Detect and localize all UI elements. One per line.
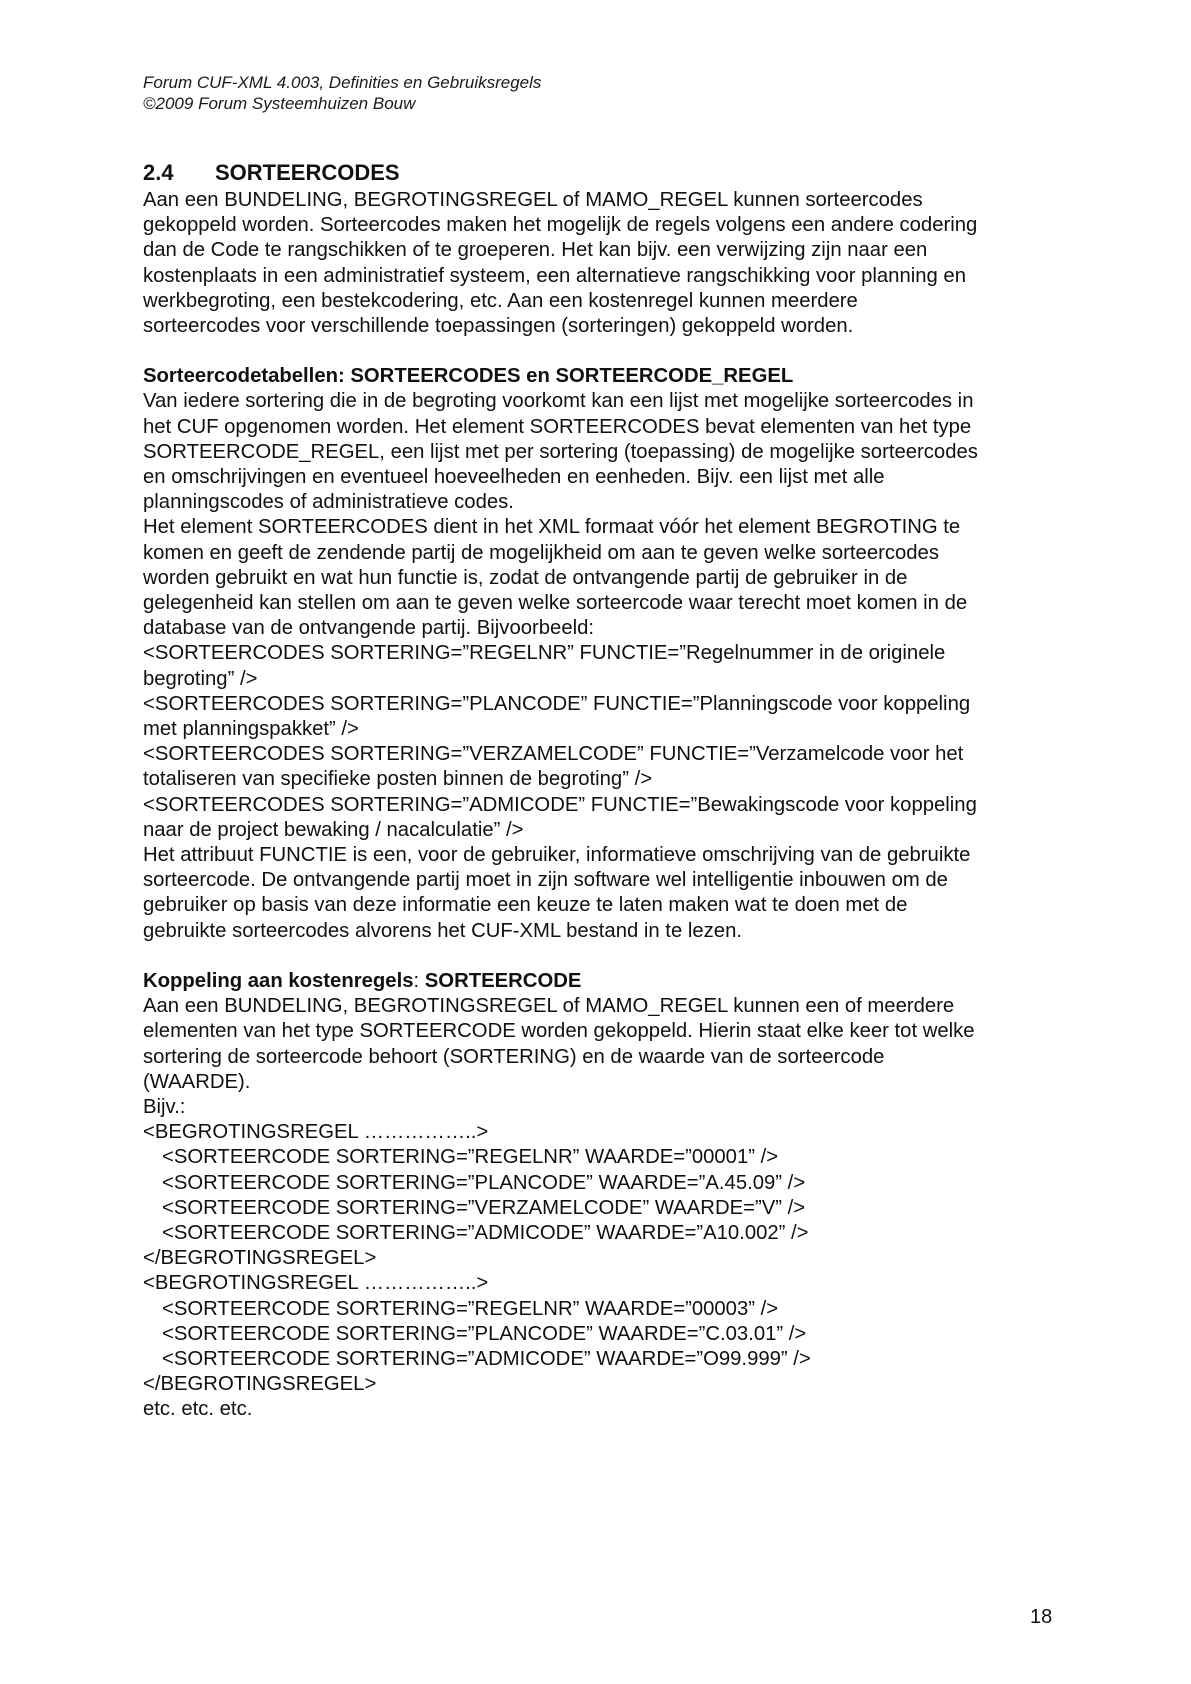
text-line: sortering de sorteercode behoort (SORTERING) en de waarde van de sorteercode (143, 1045, 885, 1068)
xml-example-line: <SORTEERCODE SORTERING=”ADMICODE” WAARDE=”A10.002” /> (162, 1221, 809, 1244)
text-line: Het element SORTEERCODES dient in het XML formaat vóór het element BEGROTING te (143, 516, 961, 539)
text-line: dan de Code te rangschikken of te groeperen. Het kan bijv. een verwijzing zijn naar een (143, 239, 928, 262)
xml-example-line: <SORTEERCODE SORTERING=”VERZAMELCODE” WAARDE=”V” /> (162, 1196, 806, 1219)
text-line: werkbegroting, een bestekcodering, etc. Aan een kostenregel kunnen meerdere (143, 289, 858, 312)
text-line: (WAARDE). (143, 1070, 251, 1093)
header-title: Forum CUF-XML 4.003, Definities en Gebruiksregels (143, 73, 542, 92)
xml-example-line: <SORTEERCODE SORTERING=”PLANCODE” WAARDE=”C.03.01” /> (162, 1322, 807, 1345)
paragraph-gap (143, 339, 1073, 364)
text-line: Van iedere sortering die in de begroting voorkomt kan een lijst met mogelijke sorteercodes in (143, 390, 974, 413)
subheading-code: SORTEERCODE (424, 969, 582, 992)
xml-example-line: <SORTEERCODES SORTERING=”REGELNR” FUNCTIE=”Regelnummer in de originele (143, 642, 946, 665)
text-line: sorteercode. De ontvangende partij moet in zijn software wel intelligentie inbouwen om de (143, 869, 948, 892)
xml-example-line: met planningspakket” /> (143, 718, 359, 741)
subheading-label: Koppeling aan kostenregels (143, 969, 414, 992)
text-line: gekoppeld worden. Sorteercodes maken het mogelijk de regels volgens een andere codering (143, 214, 978, 237)
text-line: elementen van het type SORTEERCODE worden gekoppeld. Hierin staat elke keer tot welke (143, 1020, 975, 1043)
xml-example-line: <BEGROTINGSREGEL ……………..> (143, 1121, 489, 1144)
xml-example-line: <SORTEERCODE SORTERING=”PLANCODE” WAARDE=”A.45.09” /> (162, 1171, 806, 1194)
text-line: gebruiker op basis van deze informatie een keuze te laten maken wat te doen met de (143, 894, 908, 917)
text-line: sorteercodes voor verschillende toepassingen (sorteringen) gekoppeld worden. (143, 315, 854, 338)
xml-example-line: <SORTEERCODES SORTERING=”VERZAMELCODE” FUNCTIE=”Verzamelcode voor het (143, 743, 964, 766)
section-title: SORTEERCODES (215, 160, 400, 185)
text-line: komen en geeft de zendende partij de mogelijkheid om aan te geven welke sorteercodes (143, 541, 939, 564)
text-line: planningscodes of administratieve codes. (143, 491, 514, 514)
text-line: Aan een BUNDELING, BEGROTINGSREGEL of MAMO_REGEL kunnen een of meerdere (143, 995, 955, 1018)
text-line: SORTEERCODE_REGEL, een lijst met per sortering (toepassing) de mogelijke sorteercodes (143, 440, 978, 463)
text-line: Aan een BUNDELING, BEGROTINGSREGEL of MAMO_REGEL kunnen sorteercodes (143, 189, 923, 211)
section-number: 2.4 (143, 160, 174, 185)
xml-example-line: begroting” /> (143, 667, 258, 690)
xml-example-line: <BEGROTINGSREGEL ……………..> (143, 1272, 489, 1295)
subheading-separator: : (413, 969, 425, 992)
running-header (143, 72, 541, 114)
xml-example-line: <SORTEERCODE SORTERING=”REGELNR” WAARDE=”00001” /> (162, 1146, 779, 1169)
text-line: etc. etc. etc. (143, 1398, 253, 1421)
subheading-sorteercodetabellen: Sorteercodetabellen: SORTEERCODES en SORTEERCODE_REGEL (143, 365, 794, 388)
text-line: het CUF opgenomen worden. Het element SORTEERCODES bevat elementen van het type (143, 415, 972, 438)
xml-example-block (143, 1120, 1073, 1422)
sorteercodetabellen-body (143, 389, 1073, 943)
text-line: Het attribuut FUNCTIE is een, voor de gebruiker, informatieve omschrijving van de gebruikte (143, 844, 971, 867)
koppeling-body (143, 994, 1073, 1120)
page-content (143, 158, 1073, 1423)
xml-example-line: <SORTEERCODE SORTERING=”REGELNR” WAARDE=”00003” /> (162, 1297, 779, 1320)
xml-example-line: <SORTEERCODES SORTERING=”PLANCODE” FUNCTIE=”Planningscode voor koppeling (143, 692, 971, 715)
page-number: 18 (1030, 1606, 1053, 1628)
text-line: database van de ontvangende partij. Bijvoorbeeld: (143, 617, 595, 640)
subheading-koppeling (143, 969, 1073, 994)
header-copyright: ©2009 Forum Systeemhuizen Bouw (143, 94, 416, 113)
text-line: worden gebruikt en wat hun functie is, zodat de ontvangende partij de gebruiker in de (143, 566, 908, 589)
section-heading (143, 158, 1073, 188)
xml-example-line: </BEGROTINGSREGEL> (143, 1373, 377, 1396)
paragraph-gap (143, 944, 1073, 969)
text-line: en omschrijvingen en eventueel hoeveelheden en eenheden. Bijv. een lijst met alle (143, 466, 885, 489)
xml-example-line: naar de project bewaking / nacalculatie” /> (143, 818, 524, 841)
text-line: kostenplaats in een administratief systeem, een alternatieve rangschikking voor planning en (143, 264, 966, 287)
xml-example-line: <SORTEERCODE SORTERING=”ADMICODE” WAARDE=”O99.999” /> (162, 1347, 811, 1370)
text-line: gebruikte sorteercodes alvorens het CUF-XML bestand in te lezen. (143, 919, 742, 942)
intro-paragraph (143, 188, 1073, 339)
text-line: Bijv.: (143, 1095, 186, 1118)
xml-example-line: <SORTEERCODES SORTERING=”ADMICODE” FUNCTIE=”Bewakingscode voor koppeling (143, 793, 977, 816)
xml-example-line: </BEGROTINGSREGEL> (143, 1247, 377, 1270)
text-line: gelegenheid kan stellen om aan te geven welke sorteercode waar terecht moet komen in de (143, 592, 968, 615)
xml-example-line: totaliseren van specifieke posten binnen de begroting” /> (143, 768, 653, 791)
